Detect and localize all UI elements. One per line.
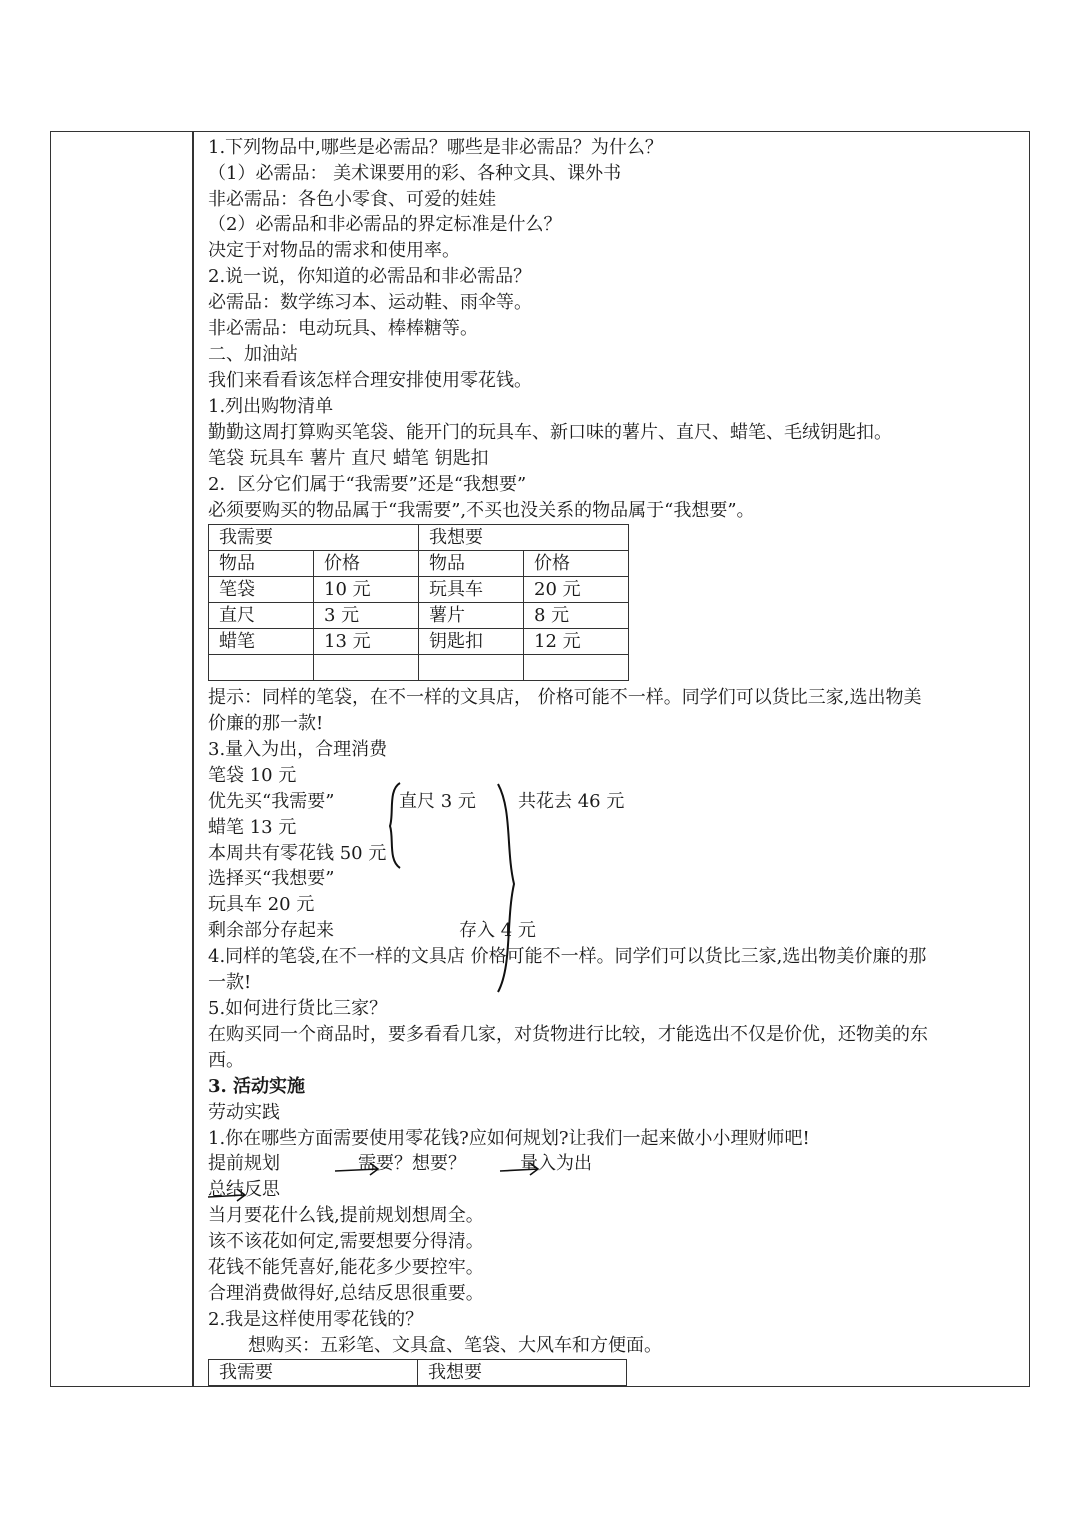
text-line: 1.你在哪些方面需要使用零花钱?应如何规划?让我们一起来做小小理财师吧! — [208, 1128, 810, 1149]
text-line: 西。 — [208, 1050, 244, 1071]
small-brace-icon — [390, 783, 400, 868]
text-line: 非必需品：各色小零食、可爱的娃娃 — [208, 189, 496, 210]
table-cell: 直尺 — [209, 603, 314, 629]
table-cell: 13 元 — [314, 629, 419, 655]
text-line: 1.列出购物清单 — [208, 396, 334, 417]
text-line: 必须要购买的物品属于“我需要”,不买也没关系的物品属于“我想要”。 — [208, 500, 755, 521]
table-cell: 笔袋 — [209, 577, 314, 603]
need-want-label: 需要？想要？ — [358, 1153, 466, 1174]
table-cell: 3 元 — [314, 603, 419, 629]
text-line: 必需品：数学练习本、运动鞋、雨伞等。 — [208, 292, 532, 313]
text-line: 蜡笔 13 元 — [208, 817, 297, 838]
text-line: 一款! — [208, 972, 252, 993]
text-line: 价廉的那一款! — [208, 713, 324, 734]
text-line: 笔袋 10 元 — [208, 765, 297, 786]
text-line: 决定于对物品的需求和使用率。 — [208, 240, 460, 261]
arrow-icon — [500, 1163, 538, 1175]
text-line: 笔袋 玩具车 薯片 直尺 蜡笔 钥匙扣 — [208, 448, 489, 469]
section-heading: 3. 活动实施 — [208, 1076, 306, 1097]
budget-label: 量入为出 — [520, 1153, 592, 1174]
arrow-icon — [208, 1189, 245, 1201]
text-line: 优先买“我需要” — [208, 791, 335, 812]
arrow-icon — [335, 1163, 378, 1175]
table-cell: 钥匙扣 — [419, 629, 524, 655]
price-col-header: 价格 — [524, 551, 629, 577]
text-line: 提前规划 — [208, 1153, 280, 1174]
table-cell: 10 元 — [314, 577, 419, 603]
text-line: 2.说一说，你知道的必需品和非必需品？ — [208, 266, 532, 287]
text-line: 剩余部分存起来 — [208, 920, 334, 941]
table-cell: 玩具车 — [419, 577, 524, 603]
text-line: 花钱不能凭喜好,能花多少要控牢。 — [208, 1257, 484, 1278]
item-col-header: 物品 — [419, 551, 524, 577]
large-brace-icon — [498, 784, 514, 992]
text-line: 合理消费做得好,总结反思很重要。 — [208, 1283, 484, 1304]
price-col-header: 价格 — [314, 551, 419, 577]
text-line: （1）必需品： 美术课要用的彩、各种文具、课外书 — [208, 163, 622, 184]
text-line: 3.量入为出，合理消费 — [208, 739, 388, 760]
table-cell: 薯片 — [419, 603, 524, 629]
text-line: 提示：同样的笔袋，在不一样的文具店， 价格可能不一样。同学们可以货比三家,选出物美 — [208, 687, 922, 708]
want-header-cell: 我想要 — [419, 525, 629, 551]
want-header-cell: 我想要 — [418, 1360, 627, 1386]
text-line: 选择买“我想要” — [208, 868, 335, 889]
item-col-header: 物品 — [209, 551, 314, 577]
text-line: 想购买：五彩笔、文具盒、笔袋、大风车和方便面。 — [248, 1335, 662, 1356]
ruler-price-label: 直尺 3 元 — [399, 791, 476, 812]
text-line: 4.同样的笔袋,在不一样的文具店 价格可能不一样。同学们可以货比三家,选出物美价廉的那 — [208, 946, 927, 967]
table-cell: 蜡笔 — [209, 629, 314, 655]
save-label: 存入 4 元 — [459, 920, 536, 941]
section-heading: 二、加油站 — [208, 344, 298, 365]
table-cell: 8 元 — [524, 603, 629, 629]
total-spent-label: 共花去 46 元 — [518, 791, 625, 812]
text-line: 劳动实践 — [208, 1102, 280, 1123]
text-line: 该不该花如何定,需要想要分得清。 — [208, 1231, 484, 1252]
text-line: 1.下列物品中,哪些是必需品？哪些是非必需品？为什么？ — [208, 137, 663, 158]
text-line: 在购买同一个商品时，要多看看几家，对货物进行比较，才能选出不仅是价优，还物美的东 — [208, 1024, 928, 1045]
need-header-cell: 我需要 — [209, 1360, 418, 1386]
text-line: 当月要花什么钱,提前规划想周全。 — [208, 1205, 484, 1226]
table-cell: 20 元 — [524, 577, 629, 603]
need-header-cell: 我需要 — [209, 525, 419, 551]
table-cell: 12 元 — [524, 629, 629, 655]
text-line: 非必需品：电动玩具、棒棒糖等。 — [208, 318, 478, 339]
text-line: 勤勤这周打算购买笔袋、能开门的玩具车、新口味的薯片、直尺、蜡笔、毛绒钥匙扣。 — [208, 422, 892, 443]
text-line: 2.我是这样使用零花钱的？ — [208, 1309, 424, 1330]
text-line: 总结反思 — [208, 1179, 280, 1200]
text-line: 我们来看看该怎样合理安排使用零花钱。 — [208, 370, 532, 391]
text-line: （2）必需品和非必需品的界定标准是什么？ — [208, 214, 562, 235]
text-line: 2．区分它们属于“我需要”还是“我想要” — [208, 474, 527, 495]
text-line: 本周共有零花钱 50 元 — [208, 843, 387, 864]
text-line: 玩具车 20 元 — [208, 894, 315, 915]
text-line: 5.如何进行货比三家？ — [208, 998, 388, 1019]
